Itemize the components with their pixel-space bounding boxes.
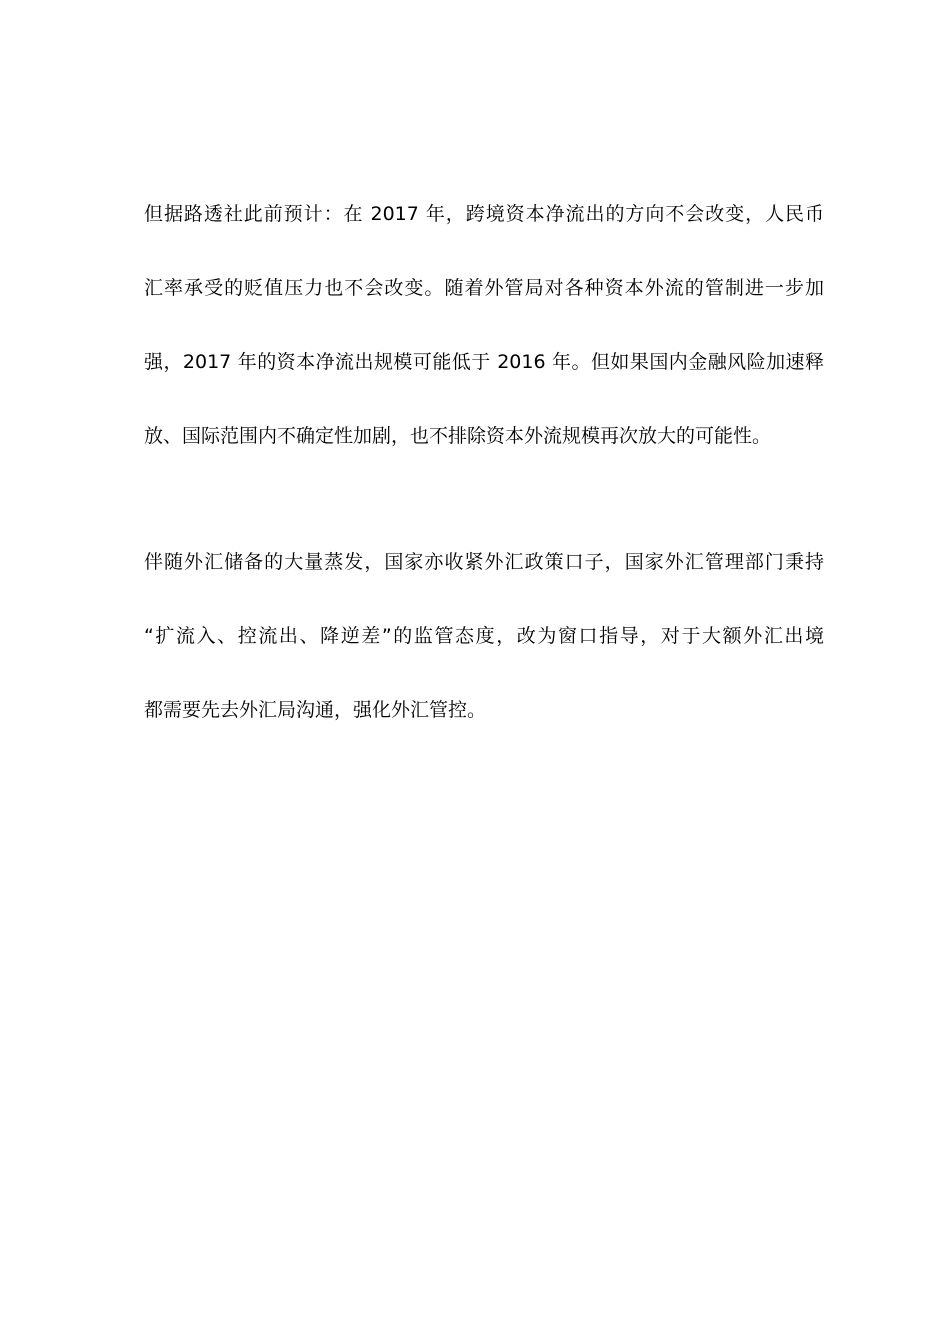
paragraph-line: “扩流入、控流出、降逆差”的监管态度，改为窗口指导，对于大额外汇出境	[144, 625, 824, 647]
paragraph-line: 伴随外汇储备的大量蒸发，国家亦收紧外汇政策口子，国家外汇管理部门秉持	[144, 551, 824, 573]
paragraph-line: 但据路透社此前预计：在 2017 年，跨境资本净流出的方向不会改变，人民币	[144, 203, 824, 225]
paragraph-line: 都需要先去外汇局沟通，强化外汇管控。	[144, 699, 487, 721]
paragraph-line: 强，2017 年的资本净流出规模可能低于 2016 年。但如果国内金融风险加速释	[144, 351, 824, 373]
paragraph-line: 汇率承受的贬值压力也不会改变。随着外管局对各种资本外流的管制进一步加	[144, 277, 824, 299]
paragraph-line: 放、国际范围内不确定性加剧，也不排除资本外流规模再次放大的可能性。	[144, 425, 772, 447]
